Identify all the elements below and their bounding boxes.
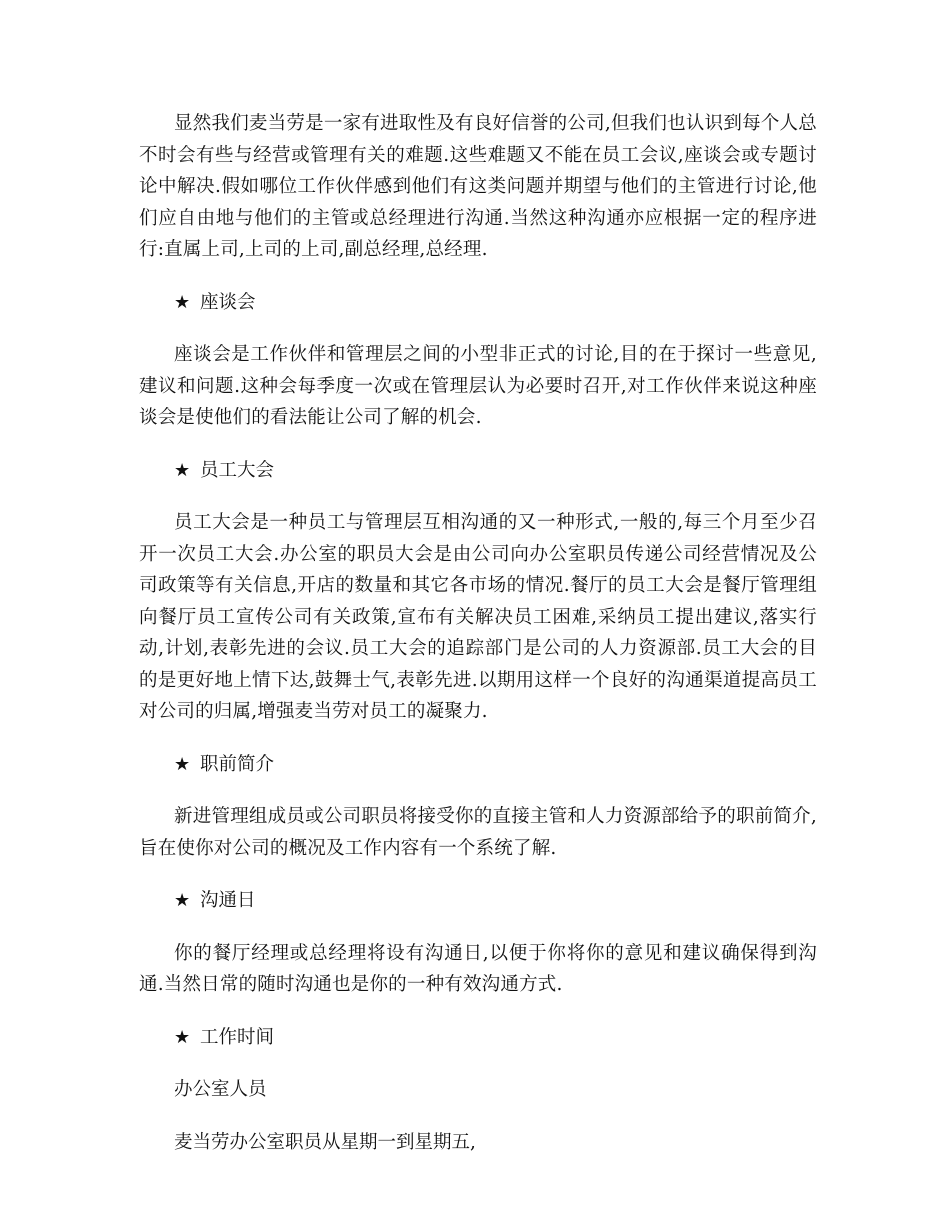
section-title: 职前简介: [200, 753, 275, 775]
section-body-communication-day: 你的餐厅经理或总经理将设有沟通日,以便于你将你的意见和建议确保得到沟通.当然日常的随时沟通也是你的一种有效沟通方式.: [139, 942, 817, 995]
subheading-office-staff: 办公室人员: [174, 1079, 267, 1100]
section-heading-communication-day: [139, 885, 817, 917]
star-icon: ★: [174, 291, 191, 313]
section-body-orientation: 新进管理组成员或公司职员将接受你的直接主管和人力资源部给予的职前简介,旨在使你对公司的概况及工作内容有一个系统了解.: [139, 806, 817, 859]
section-title: 员工大会: [200, 459, 275, 481]
star-icon: ★: [174, 753, 191, 775]
section-title: 座谈会: [200, 291, 256, 313]
star-icon: ★: [174, 459, 191, 481]
section-title: 沟通日: [200, 890, 256, 911]
star-icon: ★: [174, 1026, 191, 1048]
section-body-staff-meeting: 员工大会是一种员工与管理层互相沟通的又一种形式,一般的,每三个月至少召开一次员工大会.办公室的职员大会是由公司向办公室职员传递公司经营情况及公司政策等有关信息,开店的数量和其它各市场的情况.餐厅的员工大会是餐厅管理组向餐厅员工宣传公司有关政策,宣布有关解决员工困难,采纳员工提出建议,落实行动,计划,表彰先进的会议.员工大会的追踪部门是公司的人力资源部.员工大会的目的是更好地上情下达,鼓舞士气,表彰先进.以期用这样一个良好的沟通渠道提高员工对公司的归属,增强麦当劳对员工的凝聚力.: [139, 512, 817, 722]
intro-paragraph: 显然我们麦当劳是一家有进取性及有良好信誉的公司,但我们也认识到每个人总不时会有些与经营或管理有关的难题.这些难题又不能在员工会议,座谈会或专题讨论中解决.假如哪位工作伙伴感到他们有这类问题并期望与他们的主管进行讨论,他们应自由地与他们的主管或总经理进行沟通.当然这种沟通亦应根据一定的程序进行:直属上司,上司的上司,副总经理,总经理.: [139, 113, 817, 260]
section-heading-orientation: [139, 749, 817, 781]
section-body-forum: 座谈会是工作伙伴和管理层之间的小型非正式的讨论,目的在于探讨一些意见,建议和问题.这种会每季度一次或在管理层认为必要时召开,对工作伙伴来说这种座谈会是使他们的看法能让公司了解的机会.: [139, 344, 817, 428]
section-heading-working-hours: [139, 1022, 817, 1054]
document-body: [139, 108, 817, 1179]
section-heading-forum: [139, 287, 817, 319]
section-title: 工作时间: [200, 1026, 275, 1048]
star-icon: ★: [174, 890, 191, 911]
section-heading-staff-meeting: [139, 455, 817, 487]
last-line: 麦当劳办公室职员从星期一到星期五,: [174, 1131, 476, 1153]
